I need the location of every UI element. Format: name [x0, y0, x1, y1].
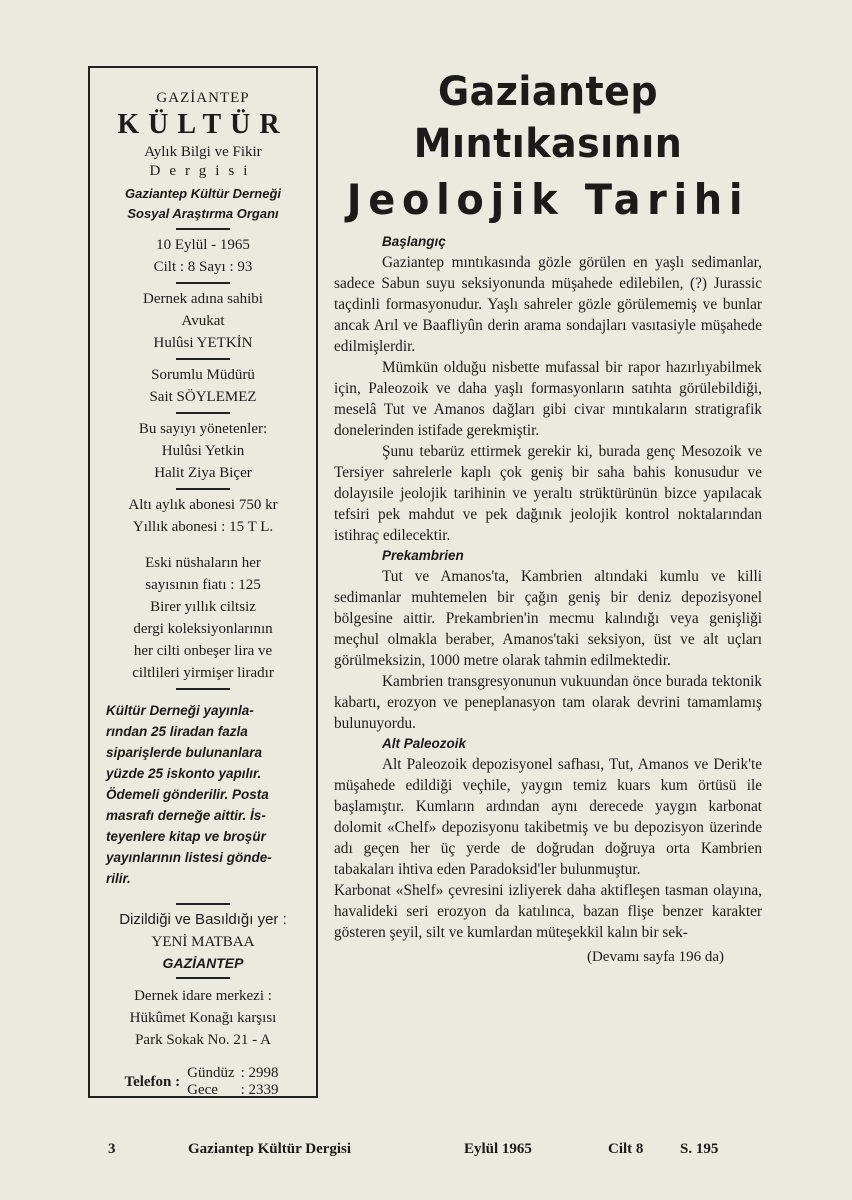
- phone-table: [184, 1065, 281, 1099]
- footer-volume: Cilt 8: [608, 1141, 644, 1157]
- promo-line: siparişlerde bulunanlara: [106, 745, 263, 760]
- publisher-org-desc: Sosyal Araştırma Organı: [127, 206, 279, 221]
- paragraph: Tut ve Amanos'ta, Kambrien altındaki kumlu ve killi sedimanlar muhtemelen bir çağın geniş bir deniz depozisyonel bölgesine aittir. Prekambrien'in mecmu kalındığı veya genişliği meçhul olmakla beraber, Amanos'taki seksiyon, üst ve alt uçları görülmeksizin, 1000 metre olarak tahmin edilmektedir.: [334, 568, 762, 669]
- phone-day: : 2998: [240, 1065, 279, 1081]
- divider: [176, 688, 230, 690]
- promo-line: rından 25 liradan fazla: [106, 724, 248, 739]
- phone-block: [90, 1065, 316, 1099]
- printer-city: GAZİANTEP: [162, 955, 244, 971]
- note-line: ciltlileri yirmişer liradır: [132, 665, 274, 681]
- office-address: Park Sokak No. 21 - A: [135, 1032, 271, 1048]
- promo-line: Kültür Derneği yayınla-: [106, 703, 254, 718]
- subscription-6m: Altı aylık abonesi 750 kr: [128, 497, 278, 513]
- paragraph: Alt Paleozoik depozisyonel safhası, Tut, Amanos ve Derik'te müşahede edildiği veçhile, yaygın temiz kuars kum örtüsü ile başlamıştır. Kumların ardından aynı derecede yaygın karbonat dolomit «Chelf» depozisyonu takibetmiş ve bu depozisyon üzerinde adı geçen her üç yerde de doğrudan doğruya orta Kambrien tabakaları ihtiva eden Paradoksid'ler bulunmuştur.: [334, 756, 762, 878]
- editor-label: Sorumlu Müdürü: [151, 367, 255, 383]
- section-heading: Prekambrien: [382, 548, 464, 563]
- owner-label: Dernek adına sahibi: [143, 291, 263, 307]
- managers-label: Bu sayıyı yönetenler:: [138, 421, 268, 437]
- phone-label: Telefon :: [124, 1073, 181, 1090]
- manager-name: Halit Ziya Biçer: [154, 465, 252, 481]
- note-line: Eski nüshaların her: [145, 555, 261, 571]
- footer-issue: S. 195: [680, 1141, 719, 1157]
- office-label: Dernek idare merkezi :: [134, 988, 272, 1004]
- promo-line: yayınlarının listesi gönde-: [106, 850, 272, 865]
- old-issues-note: [90, 552, 316, 684]
- publisher-org: Gaziantep Kültür Derneği: [124, 186, 282, 201]
- manager-name: Hulûsi Yetkin: [161, 443, 245, 459]
- printer-name: YENİ MATBAA: [151, 934, 255, 950]
- promo-line: yüzde 25 iskonto yapılır.: [106, 766, 262, 781]
- owner-title: Avukat: [181, 313, 225, 329]
- paragraph: Gaziantep mıntıkasında gözle görülen en yaşlı sedimanlar, sadece Sabun suyu seksiyonunda müşahede edilebilen, (?) Jurassic taçdinli formasyonudur. Yaşlı sahreler gözle görülememiş ve bunlar ancak Arıl ve Baafliyûn derin arama sondajları vasıtasiyle müşahede edilmişlerdir.: [334, 254, 762, 355]
- masthead-title: KÜLTÜR: [117, 109, 289, 140]
- phone-night-label: Gece: [187, 1082, 218, 1098]
- continued-note: (Devamı sayfa 196 da): [586, 949, 724, 965]
- section-heading: Başlangıç: [382, 234, 446, 249]
- note-line: her cilti onbeşer lira ve: [133, 643, 273, 659]
- article: [334, 66, 762, 981]
- section-heading: Alt Paleozoik: [382, 736, 467, 751]
- journal-name: Gaziantep Kültür Dergisi: [188, 1141, 352, 1157]
- divider: [176, 228, 230, 230]
- paragraph: Mümkün olduğu nisbette mufassal bir rapor hazırlıyabilmek için, Paleozoik ve daha yaşlı formasyonların satıhta görülebildiği, meselâ Tut ve Amanos dağları gibi civar mıntıkaların stratigrafik donelerinden istifade gerekmiştir.: [334, 359, 762, 439]
- issue-volume: Cilt : 8 Sayı : 93: [153, 259, 253, 275]
- divider: [176, 488, 230, 490]
- divider: [176, 412, 230, 414]
- phone-night: : 2339: [240, 1082, 279, 1098]
- footer-date: Eylül 1965: [464, 1141, 532, 1157]
- article-title: Gaziantep Mıntıkasının: [413, 69, 683, 167]
- phone-day-label: Gündüz: [187, 1065, 235, 1081]
- issue-date: 10 Eylül - 1965: [156, 237, 250, 253]
- discount-note: [90, 700, 316, 889]
- article-title-2: Jeolojik Tarihi: [346, 175, 750, 224]
- note-line: dergi koleksiyonlarının: [133, 621, 273, 637]
- printed-label: Dizildiği ve Basıldığı yer :: [119, 911, 287, 928]
- page-number: 3: [108, 1141, 116, 1157]
- office-address: Hükûmet Konağı karşısı: [129, 1010, 277, 1026]
- promo-line: masrafı derneğe aittir. İs-: [106, 808, 266, 823]
- divider: [176, 358, 230, 360]
- owner-name: Hulûsi YETKİN: [153, 335, 253, 351]
- promo-line: rilir.: [106, 871, 131, 886]
- subscription-12m: Yıllık abonesi : 15 T L.: [132, 519, 274, 535]
- divider: [176, 977, 230, 979]
- masthead-subtitle-2: Dergisi: [149, 163, 257, 179]
- promo-line: teyenlere kitap ve broşür: [106, 829, 266, 844]
- promo-line: Ödemeli gönderilir. Posta: [106, 787, 269, 802]
- masthead-city: GAZİANTEP: [156, 90, 250, 106]
- divider: [176, 903, 230, 905]
- masthead-box: [88, 66, 318, 1098]
- note-line: Birer yıllık ciltsiz: [150, 599, 256, 615]
- editor-name: Sait SÖYLEMEZ: [149, 389, 257, 405]
- paragraph: Şunu tebarüz ettirmek gerekir ki, burada genç Mesozoik ve Tersiyer sahrelerle kaplı çok geniş bir saha bahis konusudur ve dolayısile jeolojik tarihinin ve yeraltı strüktürünün bizce yapılacak tefsiri pek mahdut ve pek dağınık jeolojik kontrol noktalarından istihraç edilecektir.: [334, 443, 762, 544]
- paragraph: Karbonat «Shelf» çevresini izliyerek daha aktifleşen tasman olayına, havalideki seri erozyon da katılınca, bazan flişe benzer karakter gösteren şeyil, silt ve kumlardan müteşekkil kalın bir sek-: [334, 882, 762, 941]
- divider: [176, 282, 230, 284]
- note-line: sayısının fiatı : 125: [145, 577, 261, 593]
- masthead-subtitle: Aylık Bilgi ve Fikir: [144, 144, 262, 160]
- paragraph: Kambrien transgresyonunun vukuundan önce burada tektonik kabartı, erozyon ve peneplanasyon tam olarak devrini tamamlamış bulunuyordu.: [334, 673, 762, 732]
